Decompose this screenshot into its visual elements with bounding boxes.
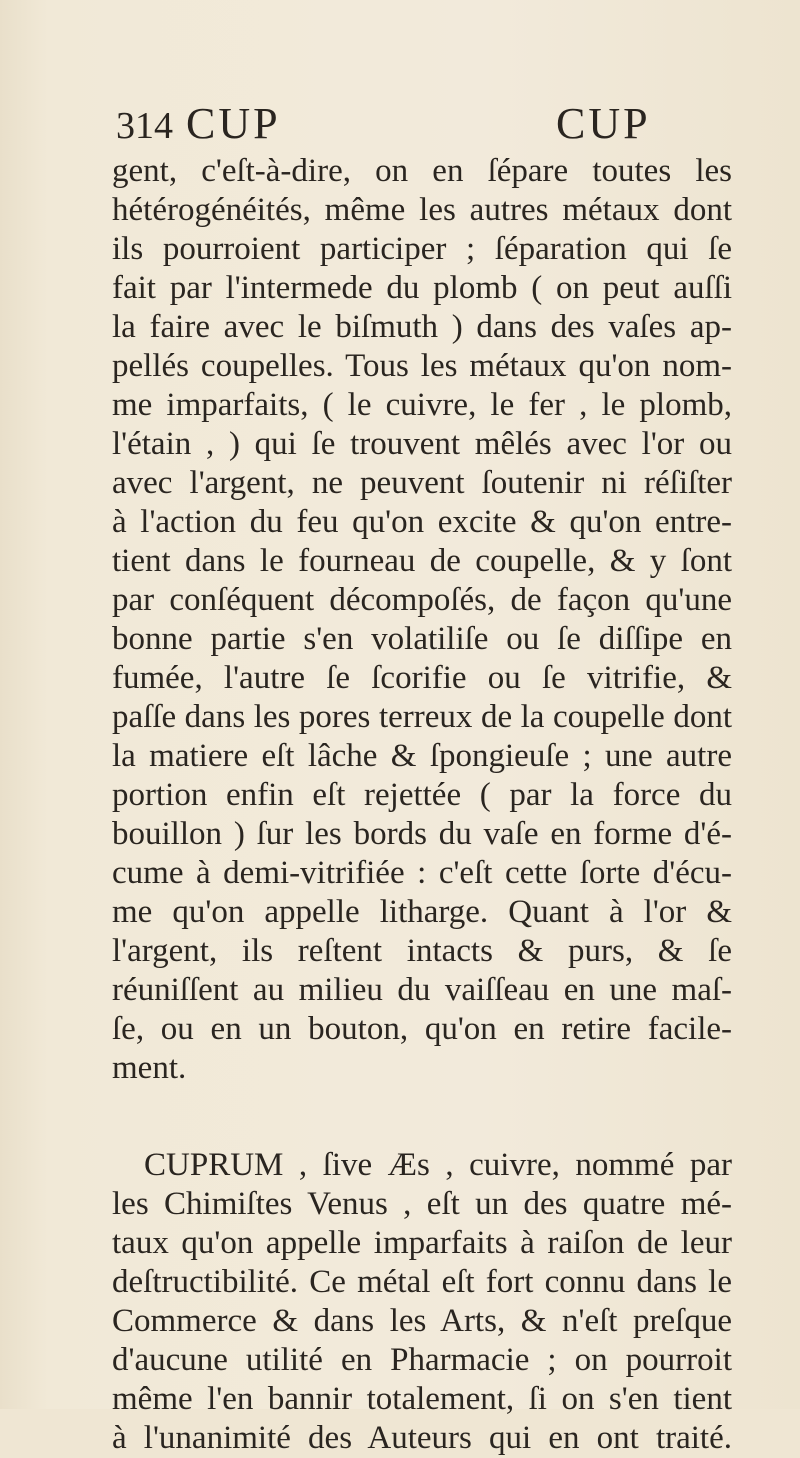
text-line: la matiere eſt lâche & ſpongieuſe ; une autre — [112, 738, 732, 774]
text-line: pellés coupelles. Tous les métaux qu'on nom- — [112, 348, 732, 384]
text-line: Commerce & dans les Arts, & n'eſt preſque — [112, 1303, 732, 1339]
text-line: par conſéquent décompoſés, de façon qu'une — [112, 582, 732, 618]
text-line: même l'en bannir totalement, ſi on s'en tient — [112, 1381, 732, 1417]
text-line: portion enfin eſt rejettée ( par la force du — [112, 777, 732, 813]
text-line: me imparfaits, ( le cuivre, le fer , le plomb, — [112, 387, 732, 423]
text-line: l'argent, ils reſtent intacts & purs, & ſe — [112, 933, 732, 969]
text-line: avec l'argent, ne peuvent ſoutenir ni réſiſter — [112, 465, 732, 501]
text-line: me qu'on appelle litharge. Quant à l'or & — [112, 894, 732, 930]
text-line: à l'action du feu qu'on excite & qu'on entre- — [112, 504, 732, 540]
text-line: fait par l'intermede du plomb ( on peut auſſi — [112, 270, 732, 306]
text-line: bouillon ) ſur les bords du vaſe en forme d'é- — [112, 816, 732, 852]
text-line: paſſe dans les pores terreux de la coupelle dont — [112, 699, 732, 735]
text-line: d'aucune utilité en Pharmacie ; on pourroit — [112, 1342, 732, 1378]
body-text — [112, 152, 732, 1458]
text-line: l'étain , ) qui ſe trouvent mêlés avec l'or ou — [112, 426, 732, 462]
page-number: 314 — [116, 105, 173, 147]
text-line: tient dans le fourneau de coupelle, & y ſont — [112, 543, 732, 579]
text-line: ment. — [112, 1050, 187, 1086]
text-line: la faire avec le biſmuth ) dans des vaſes ap- — [112, 309, 732, 345]
paragraph-1 — [112, 152, 732, 1088]
text-line: CUPRUM , ſive Æs , cuivre, nommé par — [144, 1147, 732, 1183]
text-line: bonne partie s'en volatiliſe ou ſe diſſipe en — [112, 621, 732, 657]
text-line: ſe, ou en un bouton, qu'on en retire facile- — [112, 1011, 732, 1047]
text-line: gent, c'eſt-à-dire, on en ſépare toutes les — [112, 153, 732, 189]
paragraph-gap — [112, 1088, 732, 1146]
text-line: deſtructibilité. Ce métal eſt fort connu dans le — [112, 1264, 732, 1300]
running-head-left: CUP — [186, 99, 281, 148]
text-line: à l'unanimité des Auteurs qui en ont traité. — [112, 1420, 732, 1456]
text-line: les Chimiſtes Venus , eſt un des quatre mé- — [112, 1186, 732, 1222]
running-head-right: CUP — [556, 99, 651, 148]
running-header — [116, 98, 716, 148]
paragraph-2 — [112, 1146, 732, 1458]
text-line: ils pourroient participer ; ſéparation qui ſe — [112, 231, 732, 267]
text-line: hétérogénéités, même les autres métaux dont — [112, 192, 732, 228]
text-line: taux qu'on appelle imparfaits à raiſon de leur — [112, 1225, 732, 1261]
text-line: cume à demi-vitrifiée : c'eſt cette ſorte d'écu- — [112, 855, 732, 891]
text-line: réuniſſent au milieu du vaiſſeau en une maſ- — [112, 972, 732, 1008]
text-line: fumée, l'autre ſe ſcorifie ou ſe vitrifie, & — [112, 660, 732, 696]
